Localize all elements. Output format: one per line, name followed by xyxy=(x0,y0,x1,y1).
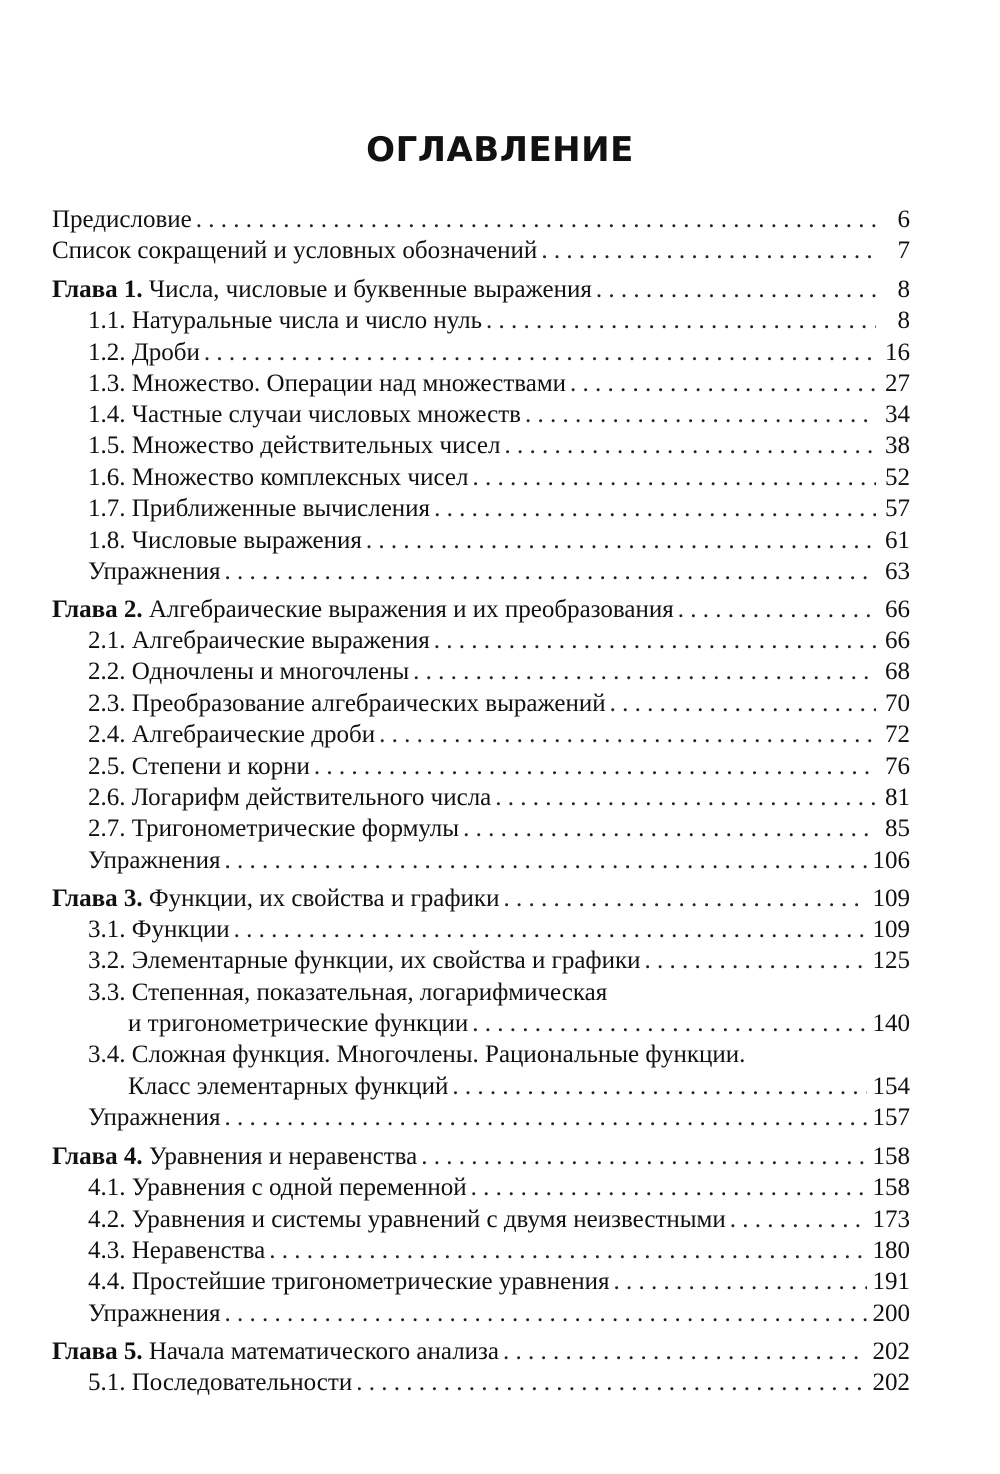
toc-page-number: 7 xyxy=(897,237,910,264)
chapter-title: Начала математического анализа xyxy=(148,1338,500,1365)
toc-page-number: 154 xyxy=(872,1073,910,1100)
toc-section-1-8[interactable] xyxy=(88,526,910,556)
chapter-title: Алгебраические выражения и их преобразования xyxy=(148,596,674,623)
dot-leader xyxy=(504,431,876,461)
dot-leader xyxy=(472,1009,866,1039)
toc-chapter-4[interactable] xyxy=(52,1142,910,1172)
toc-entry-preface[interactable] xyxy=(52,205,910,235)
toc-section-3-1[interactable] xyxy=(88,915,910,945)
toc-entry-title: 4.2. Уравнения и системы уравнений с двумя неизвестными xyxy=(88,1206,726,1233)
chapter-label: Глава 4. xyxy=(52,1143,143,1170)
dot-leader xyxy=(525,400,876,430)
dot-leader xyxy=(314,752,876,782)
toc-section-2-7[interactable] xyxy=(88,814,910,844)
toc-section-1-5[interactable] xyxy=(88,431,910,461)
toc-page-number: 27 xyxy=(885,370,910,397)
chapter-title: Уравнения и неравенства xyxy=(148,1143,418,1170)
toc-entry-title xyxy=(52,884,499,914)
toc-section-1-7[interactable] xyxy=(88,494,910,524)
toc-page-number: 8 xyxy=(897,307,910,334)
dot-leader xyxy=(366,526,876,556)
toc-page-number: 202 xyxy=(872,1369,910,1396)
toc-entry-title xyxy=(52,275,592,305)
page-title: ОГЛАВЛЕНИЕ xyxy=(366,130,634,170)
toc-entry-title: 2.7. Тригонометрические формулы xyxy=(88,815,460,842)
toc-entry-title: Упражнения xyxy=(88,1300,221,1327)
dot-leader xyxy=(224,1299,866,1329)
toc-page-number: 191 xyxy=(872,1268,910,1295)
dot-leader xyxy=(486,306,876,336)
dot-leader xyxy=(596,275,876,305)
toc-entry-title: 4.1. Уравнения с одной переменной xyxy=(88,1174,467,1201)
toc-entry-title: 1.8. Числовые выражения xyxy=(88,527,362,554)
toc-section-3-4[interactable] xyxy=(128,1072,910,1102)
toc-page-number: 106 xyxy=(872,847,910,874)
dot-leader xyxy=(269,1236,866,1266)
toc-page-number: 125 xyxy=(872,947,910,974)
toc-section-1-4[interactable] xyxy=(88,400,910,430)
dot-leader xyxy=(204,338,876,368)
toc-entry-title: 5.1. Последовательности xyxy=(88,1369,353,1396)
toc-chapter-1[interactable] xyxy=(52,275,910,305)
toc-page-number: 72 xyxy=(885,721,910,748)
toc-page-number: 76 xyxy=(885,753,910,780)
toc-section-4-2[interactable] xyxy=(88,1205,910,1235)
dot-leader xyxy=(471,1173,867,1203)
toc-page-number: 180 xyxy=(872,1237,910,1264)
dot-leader xyxy=(413,657,876,687)
toc-entry-title: 2.1. Алгебраические выражения xyxy=(88,627,430,654)
toc-entry-title: 1.7. Приближенные вычисления xyxy=(88,495,431,522)
toc-page-number: 66 xyxy=(885,596,910,623)
toc-section-1-1[interactable] xyxy=(88,306,910,336)
toc-entry-title: Класс элементарных функций xyxy=(128,1073,449,1100)
toc-entry-abbreviations[interactable] xyxy=(52,236,910,266)
toc-page-number: 173 xyxy=(872,1206,910,1233)
toc-entry-title: 4.3. Неравенства xyxy=(88,1237,266,1264)
dot-leader xyxy=(379,720,876,750)
dot-leader xyxy=(356,1368,866,1398)
toc-page-number: 38 xyxy=(885,432,910,459)
chapter-label: Глава 3. xyxy=(52,885,143,912)
chapter-label: Глава 1. xyxy=(52,276,143,303)
toc-section-3-3[interactable] xyxy=(128,1009,910,1039)
dot-leader xyxy=(678,595,876,625)
dot-leader xyxy=(730,1205,867,1235)
dot-leader xyxy=(645,946,867,976)
dot-leader xyxy=(570,369,876,399)
toc-entry-title: 2.4. Алгебраические дроби xyxy=(88,721,376,748)
dot-leader xyxy=(434,494,876,524)
toc-section-2-6[interactable] xyxy=(88,783,910,813)
dot-leader xyxy=(503,884,866,914)
toc-page-number: 109 xyxy=(872,885,910,912)
toc-section-3-3-line1: 3.3. Степенная, показательная, логарифмическая xyxy=(88,979,608,1006)
toc-section-2-5[interactable] xyxy=(88,752,910,782)
dot-leader xyxy=(613,1267,866,1297)
toc-entry-title: 2.3. Преобразование алгебраических выражений xyxy=(88,690,606,717)
toc-entry-title: 1.4. Частные случаи числовых множеств xyxy=(88,401,521,428)
toc-exercises-1[interactable] xyxy=(88,557,910,587)
toc-page-number: 68 xyxy=(885,658,910,685)
toc-page-number: 16 xyxy=(885,339,910,366)
dot-leader xyxy=(452,1072,866,1102)
toc-entry-title: Предисловие xyxy=(52,206,192,233)
toc-entry-title: 1.1. Натуральные числа и число нуль xyxy=(88,307,482,334)
dot-leader xyxy=(541,236,876,266)
toc-entry-title: 3.1. Функции xyxy=(88,916,230,943)
toc-page-number: 63 xyxy=(885,558,910,585)
toc-page-number: 81 xyxy=(885,784,910,811)
toc-exercises-4[interactable] xyxy=(88,1299,910,1329)
toc-page-number: 8 xyxy=(897,276,910,303)
toc-entry-title: 1.5. Множество действительных чисел xyxy=(88,432,501,459)
toc-section-4-3[interactable] xyxy=(88,1236,910,1266)
toc-entry-title: и тригонометрические функции xyxy=(128,1010,469,1037)
toc-entry-title: 2.2. Одночлены и многочлены xyxy=(88,658,410,685)
toc-section-2-1[interactable] xyxy=(88,626,910,656)
dot-leader xyxy=(234,915,867,945)
toc-entry-title: 1.2. Дроби xyxy=(88,339,200,366)
toc-page-number: 158 xyxy=(872,1143,910,1170)
dot-leader xyxy=(421,1142,866,1172)
toc-chapter-3[interactable] xyxy=(52,884,910,914)
toc-entry-title: 2.6. Логарифм действительного числа xyxy=(88,784,492,811)
toc-section-1-3[interactable] xyxy=(88,369,910,399)
toc-page-number: 202 xyxy=(872,1338,910,1365)
toc-entry-title: 4.4. Простейшие тригонометрические уравнения xyxy=(88,1268,610,1295)
toc-entry-title: Упражнения xyxy=(88,1104,221,1131)
toc-page-number: 34 xyxy=(885,401,910,428)
dot-leader xyxy=(610,689,876,719)
toc-chapter-2[interactable] xyxy=(52,595,910,625)
dot-leader xyxy=(472,463,876,493)
toc-exercises-2[interactable] xyxy=(88,846,910,876)
toc-section-2-2[interactable] xyxy=(88,657,910,687)
toc-page-number: 66 xyxy=(885,627,910,654)
dot-leader xyxy=(224,557,876,587)
toc-entry-title: 3.2. Элементарные функции, их свойства и графики xyxy=(88,947,641,974)
toc-page-number: 140 xyxy=(872,1010,910,1037)
chapter-label: Глава 5. xyxy=(52,1338,143,1365)
dot-leader xyxy=(495,783,876,813)
toc-page-number: 70 xyxy=(885,690,910,717)
toc-section-4-1[interactable] xyxy=(88,1173,910,1203)
toc-section-5-1[interactable] xyxy=(88,1368,910,1398)
toc-section-4-4[interactable] xyxy=(88,1267,910,1297)
toc-entry-title xyxy=(52,1142,417,1172)
toc-entry-title: Упражнения xyxy=(88,558,221,585)
toc-section-1-6[interactable] xyxy=(88,463,910,493)
dot-leader xyxy=(434,626,876,656)
chapter-title: Функции, их свойства и графики xyxy=(148,885,500,912)
dot-leader xyxy=(503,1337,866,1367)
toc-chapter-5[interactable] xyxy=(52,1337,910,1367)
toc-entry-title xyxy=(52,1337,499,1367)
toc-page-number: 109 xyxy=(872,916,910,943)
dot-leader xyxy=(224,846,866,876)
toc-page-number: 61 xyxy=(885,527,910,554)
toc-page-number: 200 xyxy=(872,1300,910,1327)
toc-section-3-4-line1: 3.4. Сложная функция. Многочлены. Рациональные функции. xyxy=(88,1041,746,1068)
toc-section-2-3[interactable] xyxy=(88,689,910,719)
toc-page-number: 6 xyxy=(897,206,910,233)
toc-page-number: 52 xyxy=(885,464,910,491)
toc-section-1-2[interactable] xyxy=(88,338,910,368)
toc-page-number: 157 xyxy=(872,1104,910,1131)
chapter-label: Глава 2. xyxy=(52,596,143,623)
dot-leader xyxy=(224,1103,866,1133)
toc-page-number: 85 xyxy=(885,815,910,842)
toc-section-2-4[interactable] xyxy=(88,720,910,750)
toc-section-3-2[interactable] xyxy=(88,946,910,976)
toc-entry-title xyxy=(52,595,674,625)
toc-entry-title: Список сокращений и условных обозначений xyxy=(52,237,538,264)
toc-page-number: 158 xyxy=(872,1174,910,1201)
toc-entry-title: 1.3. Множество. Операции над множествами xyxy=(88,370,567,397)
toc-exercises-3[interactable] xyxy=(88,1103,910,1133)
toc-entry-title: 1.6. Множество комплексных чисел xyxy=(88,464,469,491)
dot-leader xyxy=(463,814,876,844)
toc-entry-title: 2.5. Степени и корни xyxy=(88,753,310,780)
toc-page-number: 57 xyxy=(885,495,910,522)
toc-entry-title: Упражнения xyxy=(88,847,221,874)
chapter-title: Числа, числовые и буквенные выражения xyxy=(148,276,592,303)
dot-leader xyxy=(196,205,876,235)
